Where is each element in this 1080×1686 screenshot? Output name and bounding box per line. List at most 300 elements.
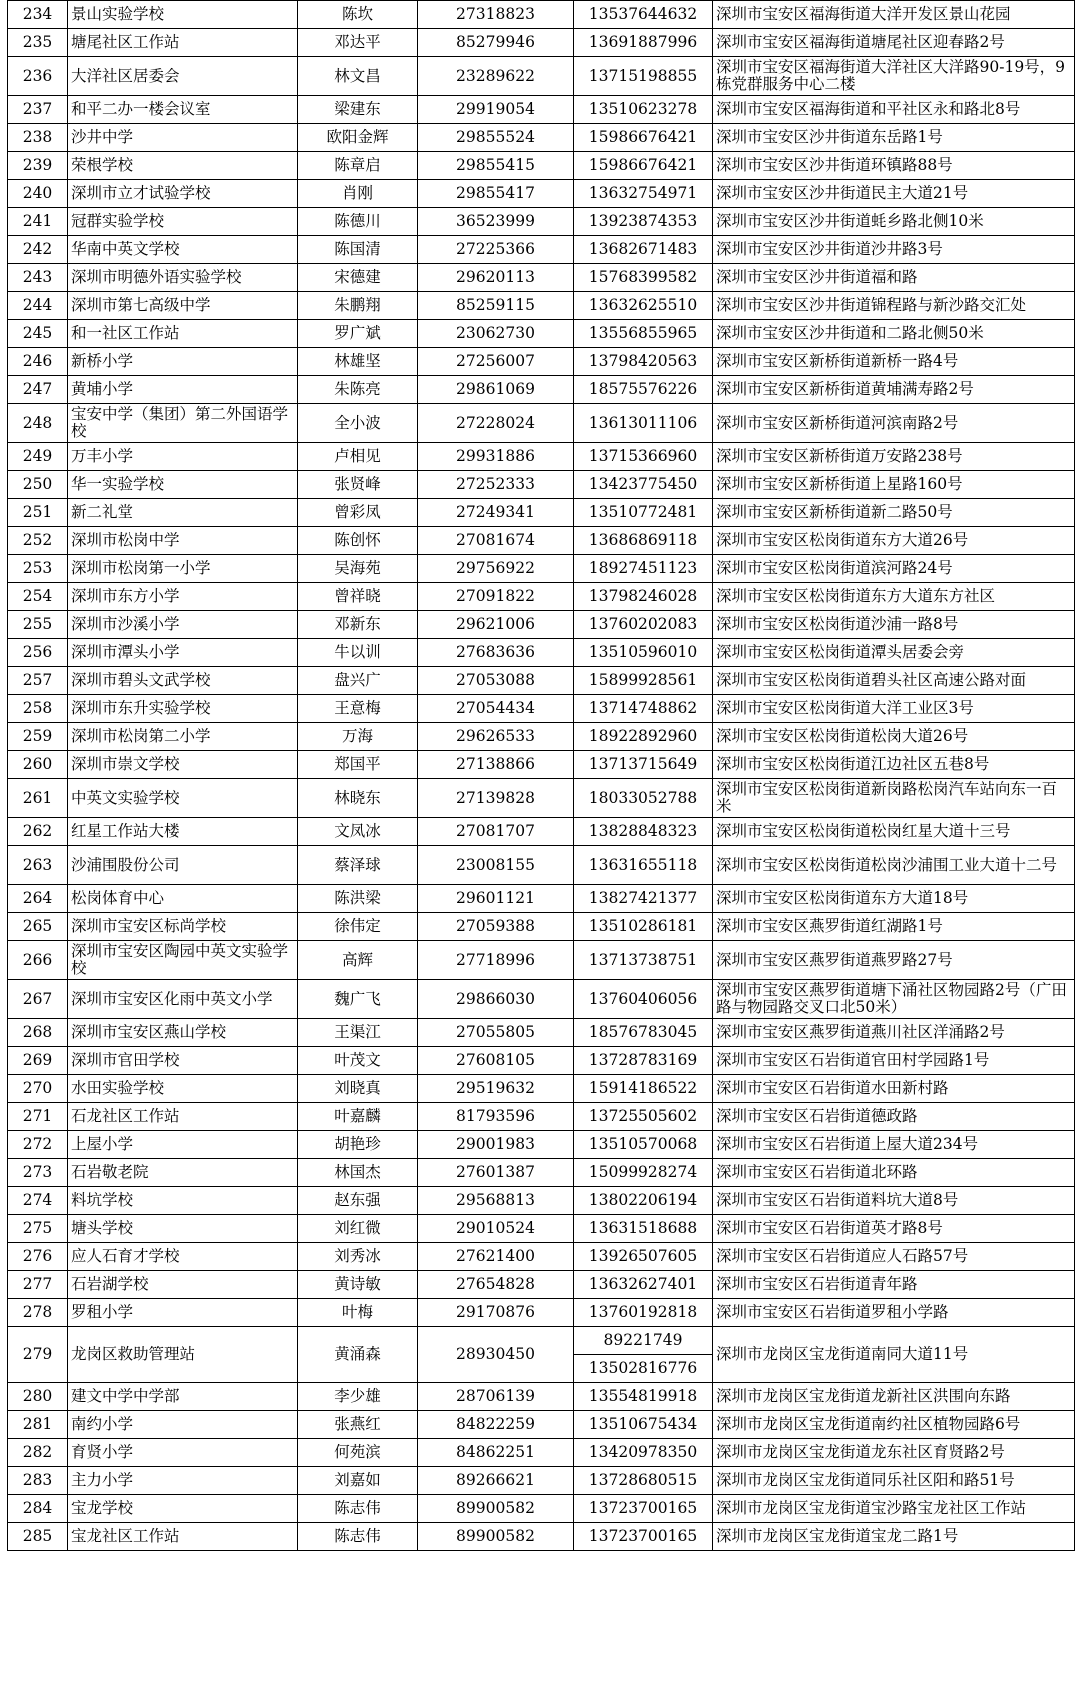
contact-person-cell: 陈志伟	[298, 1495, 418, 1523]
site-name-cell: 建文中学中学部	[68, 1383, 298, 1411]
telephone-cell: 23062730	[418, 320, 574, 348]
row-number-cell: 248	[8, 404, 68, 443]
contact-person-cell: 叶茂文	[298, 1047, 418, 1075]
mobile-cell: 13723700165	[574, 1495, 713, 1523]
row-number-cell: 270	[8, 1075, 68, 1103]
telephone-cell: 29626533	[418, 723, 574, 751]
row-number-cell: 255	[8, 611, 68, 639]
row-number-cell: 239	[8, 152, 68, 180]
mobile-cell: 13802206194	[574, 1187, 713, 1215]
address-cell: 深圳市宝安区石岩街道北环路	[713, 1159, 1075, 1187]
mobile-cell: 18922892960	[574, 723, 713, 751]
telephone-cell: 28930450	[418, 1327, 574, 1383]
mobile-cell: 18927451123	[574, 555, 713, 583]
site-name-cell: 宝龙社区工作站	[68, 1523, 298, 1551]
table-row	[8, 555, 1075, 583]
telephone-cell: 29568813	[418, 1187, 574, 1215]
telephone-cell: 27252333	[418, 471, 574, 499]
row-number-cell: 251	[8, 499, 68, 527]
address-cell: 深圳市宝安区燕罗街道燕罗路27号	[713, 941, 1075, 980]
mobile-cell: 13510596010	[574, 639, 713, 667]
contact-person-cell: 刘秀冰	[298, 1243, 418, 1271]
mobile-cell: 13632625510	[574, 292, 713, 320]
contact-person-cell: 郑国平	[298, 751, 418, 779]
site-name-cell: 新二礼堂	[68, 499, 298, 527]
row-number-cell: 274	[8, 1187, 68, 1215]
table-row	[8, 1271, 1075, 1299]
contact-person-cell: 何苑滨	[298, 1439, 418, 1467]
address-cell: 深圳市宝安区石岩街道料坑大道8号	[713, 1187, 1075, 1215]
address-cell: 深圳市龙岗区宝龙街道宝龙二路1号	[713, 1523, 1075, 1551]
table-row	[8, 1159, 1075, 1187]
contact-person-cell: 吴海苑	[298, 555, 418, 583]
table-row	[8, 1383, 1075, 1411]
telephone-cell: 84822259	[418, 1411, 574, 1439]
contact-person-cell: 刘嘉如	[298, 1467, 418, 1495]
mobile-cell: 13760192818	[574, 1299, 713, 1327]
table-row	[8, 264, 1075, 292]
contact-person-cell: 曾祥晓	[298, 583, 418, 611]
mobile-cell: 15986676421	[574, 124, 713, 152]
mobile-cell: 13420978350	[574, 1439, 713, 1467]
contact-person-cell: 王意梅	[298, 695, 418, 723]
site-name-cell: 深圳市立才试验学校	[68, 180, 298, 208]
row-number-cell: 257	[8, 667, 68, 695]
table-row	[8, 348, 1075, 376]
site-name-cell: 沙浦围股份公司	[68, 846, 298, 885]
table-row	[8, 980, 1075, 1019]
mobile-cell: 13723700165	[574, 1523, 713, 1551]
contact-person-cell: 盘兴广	[298, 667, 418, 695]
table-row	[8, 667, 1075, 695]
table-row	[8, 57, 1075, 96]
contact-person-cell: 陈章启	[298, 152, 418, 180]
site-name-cell: 深圳市宝安区燕山学校	[68, 1019, 298, 1047]
telephone-cell: 81793596	[418, 1103, 574, 1131]
telephone-cell: 27249341	[418, 499, 574, 527]
site-name-cell: 石岩敬老院	[68, 1159, 298, 1187]
address-cell: 深圳市宝安区石岩街道英才路8号	[713, 1215, 1075, 1243]
contact-person-cell: 陈坎	[298, 1, 418, 29]
address-cell: 深圳市宝安区松岗街道松岗沙浦围工业大道十二号	[713, 846, 1075, 885]
mobile-cell: 13691887996	[574, 29, 713, 57]
telephone-cell: 27055805	[418, 1019, 574, 1047]
address-cell: 深圳市宝安区沙井街道锦程路与新沙路交汇处	[713, 292, 1075, 320]
row-number-cell: 266	[8, 941, 68, 980]
address-cell: 深圳市宝安区松岗街道松岗红星大道十三号	[713, 818, 1075, 846]
contact-person-cell: 赵东强	[298, 1187, 418, 1215]
site-name-cell: 宝龙学校	[68, 1495, 298, 1523]
telephone-cell: 36523999	[418, 208, 574, 236]
telephone-cell: 29855524	[418, 124, 574, 152]
contact-person-cell: 邓达平	[298, 29, 418, 57]
table-row	[8, 1075, 1075, 1103]
contact-person-cell: 文凤冰	[298, 818, 418, 846]
address-cell: 深圳市宝安区新桥街道万安路238号	[713, 443, 1075, 471]
mobile-cell: 13725505602	[574, 1103, 713, 1131]
table-row	[8, 1299, 1075, 1327]
site-name-cell: 荣根学校	[68, 152, 298, 180]
row-number-cell: 267	[8, 980, 68, 1019]
site-name-cell: 上屋小学	[68, 1131, 298, 1159]
address-cell: 深圳市宝安区松岗街道大洋工业区3号	[713, 695, 1075, 723]
address-cell: 深圳市宝安区沙井街道东岳路1号	[713, 124, 1075, 152]
mobile-cell: 15914186522	[574, 1075, 713, 1103]
address-cell: 深圳市宝安区松岗街道沙浦一路8号	[713, 611, 1075, 639]
telephone-cell: 29620113	[418, 264, 574, 292]
address-cell: 深圳市宝安区沙井街道环镇路88号	[713, 152, 1075, 180]
mobile-cell: 13923874353	[574, 208, 713, 236]
site-name-cell: 沙井中学	[68, 124, 298, 152]
contact-person-cell: 叶梅	[298, 1299, 418, 1327]
contact-person-cell: 林雄坚	[298, 348, 418, 376]
contact-person-cell: 陈国清	[298, 236, 418, 264]
site-name-cell: 冠群实验学校	[68, 208, 298, 236]
mobile-cell: 13714748862	[574, 695, 713, 723]
row-number-cell: 240	[8, 180, 68, 208]
table-row	[8, 913, 1075, 941]
contact-person-cell: 肖刚	[298, 180, 418, 208]
address-cell: 深圳市宝安区新桥街道新二路50号	[713, 499, 1075, 527]
address-cell: 深圳市宝安区松岗街道东方大道东方社区	[713, 583, 1075, 611]
site-name-cell: 深圳市东方小学	[68, 583, 298, 611]
site-name-cell: 塘尾社区工作站	[68, 29, 298, 57]
telephone-cell: 27053088	[418, 667, 574, 695]
telephone-cell: 89900582	[418, 1523, 574, 1551]
mobile-cell: 13510623278	[574, 96, 713, 124]
table-row	[8, 208, 1075, 236]
contact-person-cell: 朱陈亮	[298, 376, 418, 404]
address-cell: 深圳市宝安区松岗街道东方大道18号	[713, 885, 1075, 913]
row-number-cell: 237	[8, 96, 68, 124]
row-number-cell: 284	[8, 1495, 68, 1523]
telephone-cell: 27228024	[418, 404, 574, 443]
site-name-cell: 南约小学	[68, 1411, 298, 1439]
mobile-cell-secondary: 13502816776	[574, 1355, 713, 1383]
mobile-cell: 13510570068	[574, 1131, 713, 1159]
mobile-cell: 13632627401	[574, 1271, 713, 1299]
address-cell: 深圳市宝安区新桥街道黄埔满寿路2号	[713, 376, 1075, 404]
table-row	[8, 611, 1075, 639]
telephone-cell: 27608105	[418, 1047, 574, 1075]
table-row	[8, 1411, 1075, 1439]
contact-person-cell: 胡艳珍	[298, 1131, 418, 1159]
row-number-cell: 264	[8, 885, 68, 913]
table-row	[8, 471, 1075, 499]
site-name-cell: 深圳市潭头小学	[68, 639, 298, 667]
mobile-cell: 18576783045	[574, 1019, 713, 1047]
mobile-cell: 13554819918	[574, 1383, 713, 1411]
site-name-cell: 应人石育才学校	[68, 1243, 298, 1271]
address-table-sheet	[7, 0, 1074, 1551]
table-row	[8, 818, 1075, 846]
row-number-cell: 243	[8, 264, 68, 292]
row-number-cell: 271	[8, 1103, 68, 1131]
row-number-cell: 261	[8, 779, 68, 818]
telephone-cell: 27139828	[418, 779, 574, 818]
telephone-cell: 28706139	[418, 1383, 574, 1411]
table-row	[8, 1187, 1075, 1215]
contact-person-cell: 邓新东	[298, 611, 418, 639]
mobile-cell: 13631655118	[574, 846, 713, 885]
mobile-cell: 15986676421	[574, 152, 713, 180]
row-number-cell: 241	[8, 208, 68, 236]
row-number-cell: 283	[8, 1467, 68, 1495]
telephone-cell: 85279946	[418, 29, 574, 57]
telephone-cell: 29931886	[418, 443, 574, 471]
site-name-cell: 红星工作站大楼	[68, 818, 298, 846]
table-row	[8, 723, 1075, 751]
row-number-cell: 242	[8, 236, 68, 264]
site-name-cell: 料坑学校	[68, 1187, 298, 1215]
row-number-cell: 278	[8, 1299, 68, 1327]
site-name-cell: 宝安中学（集团）第二外国语学校	[68, 404, 298, 443]
site-name-cell: 万丰小学	[68, 443, 298, 471]
site-name-cell: 育贤小学	[68, 1439, 298, 1467]
telephone-cell: 27683636	[418, 639, 574, 667]
address-cell: 深圳市宝安区松岗街道新岗路松岗汽车站向东一百米	[713, 779, 1075, 818]
row-number-cell: 269	[8, 1047, 68, 1075]
telephone-cell: 29601121	[418, 885, 574, 913]
address-cell: 深圳市宝安区燕罗街道红湖路1号	[713, 913, 1075, 941]
mobile-cell: 13827421377	[574, 885, 713, 913]
site-name-cell: 深圳市第七高级中学	[68, 292, 298, 320]
mobile-cell: 13631518688	[574, 1215, 713, 1243]
table-row	[8, 1439, 1075, 1467]
table-row	[8, 180, 1075, 208]
site-name-cell: 深圳市碧头文武学校	[68, 667, 298, 695]
mobile-cell: 13828848323	[574, 818, 713, 846]
row-number-cell: 236	[8, 57, 68, 96]
mobile-cell: 13632754971	[574, 180, 713, 208]
contact-person-cell: 牛以训	[298, 639, 418, 667]
mobile-cell: 13510286181	[574, 913, 713, 941]
row-number-cell: 262	[8, 818, 68, 846]
table-row	[8, 1215, 1075, 1243]
address-cell: 深圳市宝安区松岗街道潭头居委会旁	[713, 639, 1075, 667]
telephone-cell: 29621006	[418, 611, 574, 639]
table-row	[8, 1327, 1075, 1355]
table-row	[8, 885, 1075, 913]
site-name-cell: 深圳市沙溪小学	[68, 611, 298, 639]
table-row	[8, 1467, 1075, 1495]
table-body	[8, 1, 1075, 1551]
telephone-cell: 29756922	[418, 555, 574, 583]
contact-person-cell: 欧阳金辉	[298, 124, 418, 152]
address-cell: 深圳市龙岗区宝龙街道同乐社区阳和路51号	[713, 1467, 1075, 1495]
mobile-cell: 15899928561	[574, 667, 713, 695]
row-number-cell: 235	[8, 29, 68, 57]
telephone-cell: 27256007	[418, 348, 574, 376]
site-name-cell: 深圳市松岗第一小学	[68, 555, 298, 583]
table-row	[8, 152, 1075, 180]
contact-person-cell: 罗广斌	[298, 320, 418, 348]
telephone-cell: 89266621	[418, 1467, 574, 1495]
telephone-cell: 29855417	[418, 180, 574, 208]
address-cell: 深圳市宝安区石岩街道官田村学园路1号	[713, 1047, 1075, 1075]
mobile-cell: 13760202083	[574, 611, 713, 639]
row-number-cell: 277	[8, 1271, 68, 1299]
table-row	[8, 527, 1075, 555]
row-number-cell: 263	[8, 846, 68, 885]
address-cell: 深圳市宝安区新桥街道上星路160号	[713, 471, 1075, 499]
address-cell: 深圳市宝安区石岩街道德政路	[713, 1103, 1075, 1131]
telephone-cell: 27318823	[418, 1, 574, 29]
address-cell: 深圳市宝安区石岩街道罗租小学路	[713, 1299, 1075, 1327]
row-number-cell: 279	[8, 1327, 68, 1383]
contact-person-cell: 魏广飞	[298, 980, 418, 1019]
mobile-cell: 13686869118	[574, 527, 713, 555]
telephone-cell: 29861069	[418, 376, 574, 404]
row-number-cell: 280	[8, 1383, 68, 1411]
telephone-cell: 27081707	[418, 818, 574, 846]
mobile-cell: 13682671483	[574, 236, 713, 264]
mobile-cell: 15768399582	[574, 264, 713, 292]
telephone-cell: 29919054	[418, 96, 574, 124]
contact-person-cell: 林国杰	[298, 1159, 418, 1187]
site-name-cell: 深圳市宝安区陶园中英文实验学校	[68, 941, 298, 980]
row-number-cell: 244	[8, 292, 68, 320]
address-cell: 深圳市宝安区福海街道大洋社区大洋路90-19号，9栋党群服务中心二楼	[713, 57, 1075, 96]
telephone-cell: 27059388	[418, 913, 574, 941]
row-number-cell: 253	[8, 555, 68, 583]
site-name-cell: 深圳市东升实验学校	[68, 695, 298, 723]
site-name-cell: 景山实验学校	[68, 1, 298, 29]
contact-person-cell: 徐伟定	[298, 913, 418, 941]
site-name-cell: 新桥小学	[68, 348, 298, 376]
address-cell: 深圳市宝安区新桥街道新桥一路4号	[713, 348, 1075, 376]
mobile-cell: 13926507605	[574, 1243, 713, 1271]
address-cell: 深圳市宝安区松岗街道滨河路24号	[713, 555, 1075, 583]
contact-person-cell: 陈志伟	[298, 1523, 418, 1551]
telephone-cell: 27225366	[418, 236, 574, 264]
row-number-cell: 238	[8, 124, 68, 152]
table-row	[8, 320, 1075, 348]
mobile-cell: 18033052788	[574, 779, 713, 818]
site-name-cell: 主力小学	[68, 1467, 298, 1495]
contact-person-cell: 陈德川	[298, 208, 418, 236]
row-number-cell: 234	[8, 1, 68, 29]
telephone-cell: 29855415	[418, 152, 574, 180]
table-row	[8, 1243, 1075, 1271]
site-name-cell: 罗租小学	[68, 1299, 298, 1327]
address-cell: 深圳市宝安区沙井街道沙井路3号	[713, 236, 1075, 264]
mobile-cell: 13537644632	[574, 1, 713, 29]
address-cell: 深圳市宝安区石岩街道水田新村路	[713, 1075, 1075, 1103]
contact-person-cell: 梁建东	[298, 96, 418, 124]
table-row	[8, 941, 1075, 980]
row-number-cell: 256	[8, 639, 68, 667]
table-row	[8, 96, 1075, 124]
telephone-cell: 27601387	[418, 1159, 574, 1187]
mobile-cell: 13728783169	[574, 1047, 713, 1075]
row-number-cell: 249	[8, 443, 68, 471]
address-cell: 深圳市宝安区石岩街道上屋大道234号	[713, 1131, 1075, 1159]
telephone-cell: 27621400	[418, 1243, 574, 1271]
address-cell: 深圳市宝安区石岩街道应人石路57号	[713, 1243, 1075, 1271]
site-name-cell: 龙岗区救助管理站	[68, 1327, 298, 1383]
table-row	[8, 1523, 1075, 1551]
address-table	[7, 0, 1075, 1551]
mobile-cell: 13713715649	[574, 751, 713, 779]
mobile-cell: 13798420563	[574, 348, 713, 376]
row-number-cell: 258	[8, 695, 68, 723]
telephone-cell: 29866030	[418, 980, 574, 1019]
table-row	[8, 1047, 1075, 1075]
table-row	[8, 443, 1075, 471]
table-row	[8, 846, 1075, 885]
mobile-cell: 13760406056	[574, 980, 713, 1019]
contact-person-cell: 王渠江	[298, 1019, 418, 1047]
address-cell: 深圳市宝安区松岗街道松岗大道26号	[713, 723, 1075, 751]
row-number-cell: 246	[8, 348, 68, 376]
mobile-cell: 13510675434	[574, 1411, 713, 1439]
address-cell: 深圳市宝安区松岗街道江边社区五巷8号	[713, 751, 1075, 779]
site-name-cell: 深圳市宝安区化雨中英文小学	[68, 980, 298, 1019]
row-number-cell: 282	[8, 1439, 68, 1467]
site-name-cell: 深圳市明德外语实验学校	[68, 264, 298, 292]
address-cell: 深圳市龙岗区宝龙街道南同大道11号	[713, 1327, 1075, 1383]
telephone-cell: 23008155	[418, 846, 574, 885]
address-cell: 深圳市龙岗区宝龙街道宝沙路宝龙社区工作站	[713, 1495, 1075, 1523]
table-row	[8, 1103, 1075, 1131]
mobile-cell: 13715366960	[574, 443, 713, 471]
table-row	[8, 1495, 1075, 1523]
telephone-cell: 84862251	[418, 1439, 574, 1467]
site-name-cell: 松岗体育中心	[68, 885, 298, 913]
address-cell: 深圳市龙岗区宝龙街道龙新社区洪围向东路	[713, 1383, 1075, 1411]
contact-person-cell: 李少雄	[298, 1383, 418, 1411]
table-row	[8, 404, 1075, 443]
contact-person-cell: 全小波	[298, 404, 418, 443]
site-name-cell: 中英文实验学校	[68, 779, 298, 818]
mobile-cell: 13728680515	[574, 1467, 713, 1495]
mobile-cell: 15099928274	[574, 1159, 713, 1187]
contact-person-cell: 叶嘉麟	[298, 1103, 418, 1131]
table-row	[8, 1019, 1075, 1047]
telephone-cell: 29170876	[418, 1299, 574, 1327]
address-cell: 深圳市宝安区福海街道和平社区永和路北8号	[713, 96, 1075, 124]
address-cell: 深圳市宝安区沙井街道蚝乡路北侧10米	[713, 208, 1075, 236]
address-cell: 深圳市宝安区燕罗街道塘下涌社区物园路2号（广田路与物园路交叉口北50米）	[713, 980, 1075, 1019]
mobile-cell: 13510772481	[574, 499, 713, 527]
telephone-cell: 29519632	[418, 1075, 574, 1103]
telephone-cell: 27054434	[418, 695, 574, 723]
contact-person-cell: 黄涌森	[298, 1327, 418, 1383]
contact-person-cell: 宋德建	[298, 264, 418, 292]
table-row	[8, 292, 1075, 320]
site-name-cell: 塘头学校	[68, 1215, 298, 1243]
row-number-cell: 260	[8, 751, 68, 779]
site-name-cell: 石龙社区工作站	[68, 1103, 298, 1131]
table-row	[8, 29, 1075, 57]
site-name-cell: 和一社区工作站	[68, 320, 298, 348]
row-number-cell: 254	[8, 583, 68, 611]
mobile-cell: 13713738751	[574, 941, 713, 980]
site-name-cell: 水田实验学校	[68, 1075, 298, 1103]
contact-person-cell: 曾彩凤	[298, 499, 418, 527]
site-name-cell: 黄埔小学	[68, 376, 298, 404]
site-name-cell: 华一实验学校	[68, 471, 298, 499]
contact-person-cell: 张贤峰	[298, 471, 418, 499]
address-cell: 深圳市宝安区沙井街道和二路北侧50米	[713, 320, 1075, 348]
contact-person-cell: 刘晓真	[298, 1075, 418, 1103]
table-row	[8, 639, 1075, 667]
row-number-cell: 247	[8, 376, 68, 404]
contact-person-cell: 高辉	[298, 941, 418, 980]
contact-person-cell: 黄诗敏	[298, 1271, 418, 1299]
telephone-cell: 89900582	[418, 1495, 574, 1523]
